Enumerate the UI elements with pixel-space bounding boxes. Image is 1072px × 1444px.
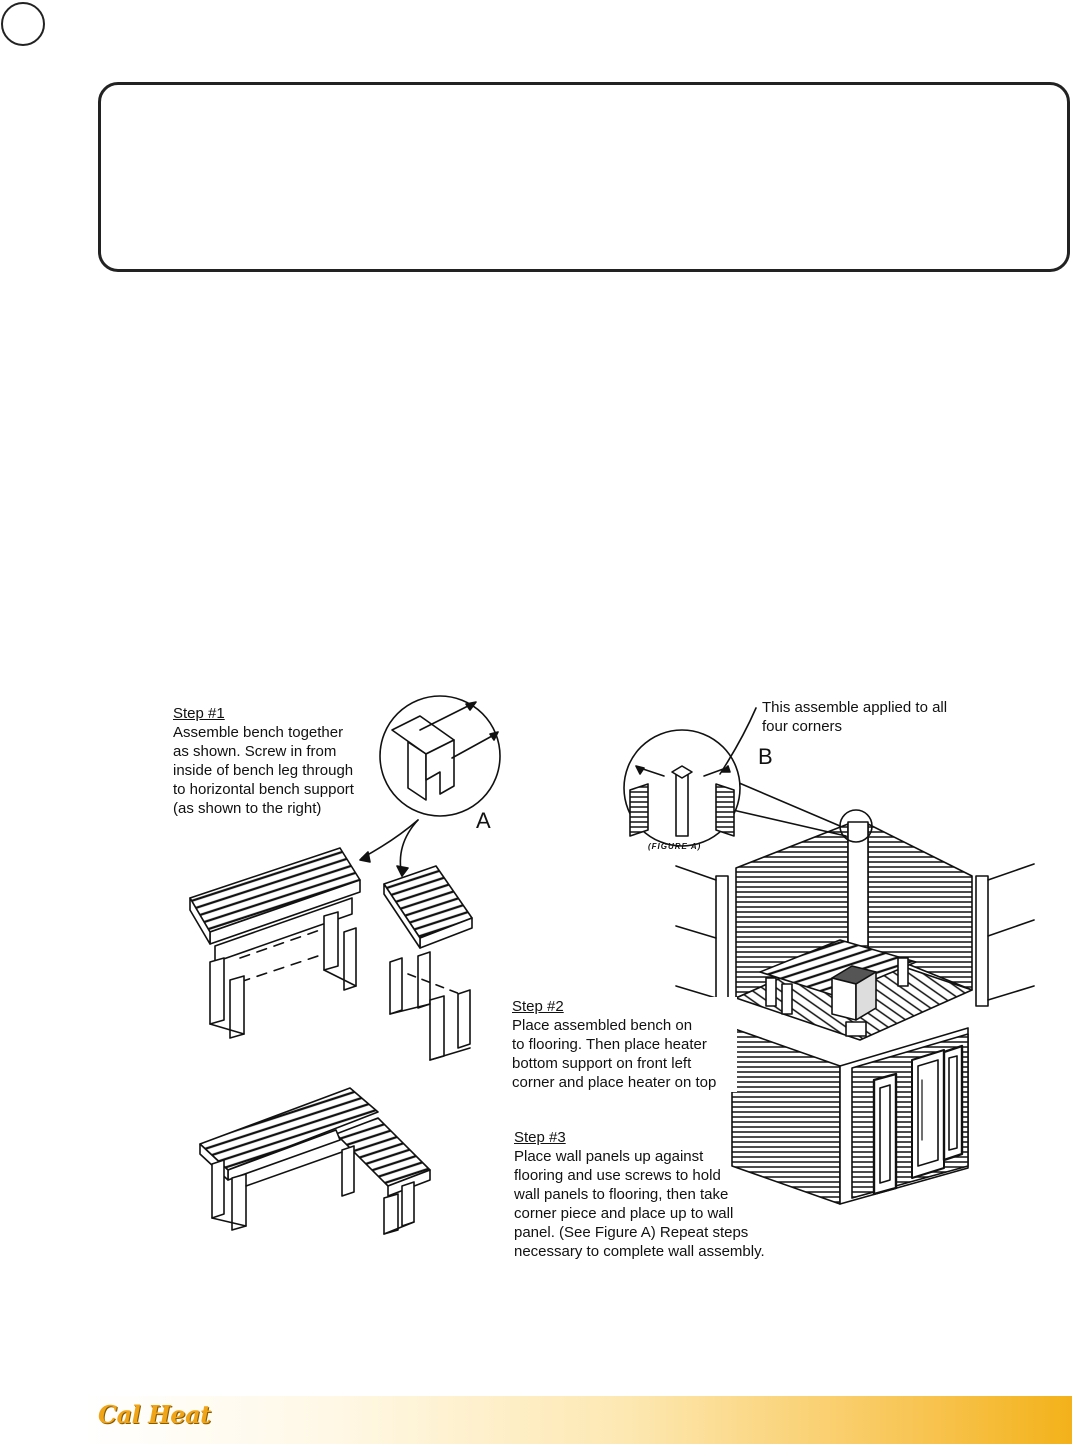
corner-note: This assemble applied to all four corners xyxy=(762,699,948,735)
bench-exploded-view xyxy=(190,820,472,1060)
step-3-body: Place wall panels up against flooring and use screws to hold wall panels to flooring, then take corner piece and place up to wall panel. (See Figure A) Repeat steps necessary to complete wall assembly. xyxy=(514,1148,765,1260)
step-3-title: Step #3 xyxy=(514,1129,566,1146)
detail-circle-b xyxy=(624,708,756,846)
step-3-block xyxy=(514,1128,794,1261)
step-1-title: Step #1 xyxy=(173,705,225,722)
figure-a-label: A xyxy=(476,808,491,833)
detail-circle-a xyxy=(380,696,500,816)
step-1-body: Assemble bench together as shown. Screw in from inside of bench leg through to horizontal bench support (as shown to the right) xyxy=(173,724,354,817)
footer-gradient-bar xyxy=(84,1396,1072,1444)
figure-a-caption: (FIGURE A) xyxy=(648,842,702,851)
step-2-title: Step #2 xyxy=(512,998,564,1015)
step-1-block xyxy=(173,704,383,818)
bench-assembled-view xyxy=(200,1088,430,1234)
brand-logo: Cal Heat xyxy=(98,1400,211,1429)
step-2-block xyxy=(512,997,737,1092)
step-2-body: Place assembled bench on to flooring. Then place heater bottom support on front left corner and place heater on top xyxy=(512,1017,717,1091)
figure-b-label: B xyxy=(758,744,773,769)
